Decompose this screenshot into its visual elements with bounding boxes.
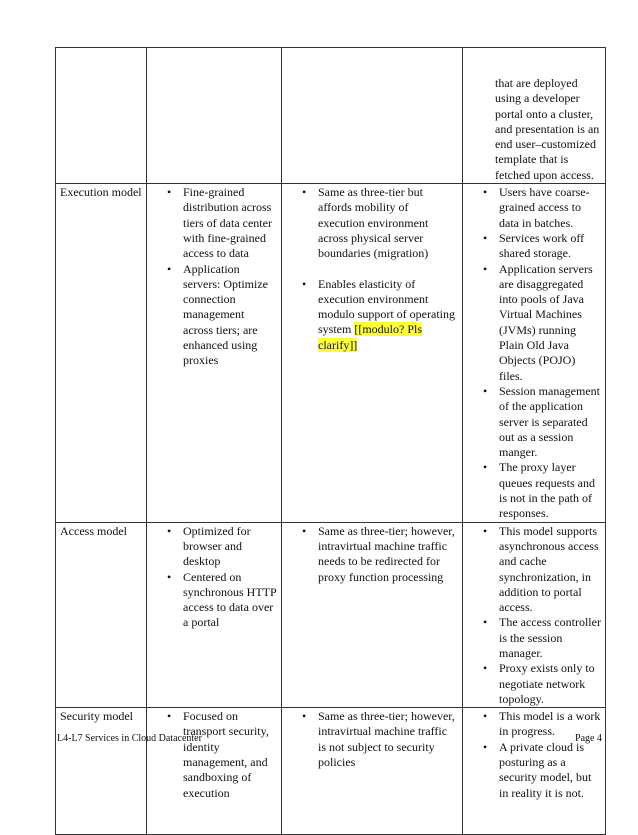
bullet-list bbox=[282, 709, 462, 770]
table-cell bbox=[147, 522, 282, 708]
list-item: • This model supports asynchronous access and cache synchronization, in addition to portal access. bbox=[463, 524, 605, 616]
table-cell bbox=[463, 184, 606, 523]
table-cell bbox=[282, 184, 463, 523]
list-item: • The proxy layer queues requests and is not in the path of responses. bbox=[463, 460, 605, 521]
bullet-list bbox=[463, 185, 605, 522]
list-item: • This model is a work in progress. bbox=[463, 709, 605, 740]
table-row-continued bbox=[56, 48, 606, 184]
table-cell bbox=[282, 48, 463, 184]
list-item: • Fine-grained distribution across tiers of data center with fine-grained access to data bbox=[147, 185, 281, 261]
list-item: • Same as three-tier; however, intravirtual machine traffic is not subject to security policies bbox=[282, 709, 462, 770]
table-cell bbox=[147, 184, 282, 523]
footer-document-title: L4-L7 Services in Cloud Datacenter bbox=[57, 733, 202, 744]
list-item-text: Enables elasticity of execution environment modulo support of operating system bbox=[318, 276, 455, 337]
bullet-list bbox=[463, 524, 605, 708]
bullet-list bbox=[282, 524, 462, 585]
bullet-list bbox=[282, 185, 462, 353]
table-cell bbox=[56, 708, 147, 835]
row-label: Access model bbox=[60, 523, 127, 538]
table-cell bbox=[463, 48, 606, 184]
table-cell bbox=[56, 522, 147, 708]
bullet-list bbox=[147, 524, 281, 631]
list-item: • Proxy exists only to negotiate network topology. bbox=[463, 661, 605, 707]
table-cell bbox=[147, 708, 282, 835]
list-item: • Application servers are disaggregated into pools of Java Virtual Machines (JVMs) running Plain Old Java Objects (POJO) files. bbox=[463, 262, 605, 384]
table-row-security-model bbox=[56, 708, 606, 835]
table-cell bbox=[282, 708, 463, 835]
footer-page-number: Page 4 bbox=[575, 733, 602, 744]
list-item: • The access controller is the session manager. bbox=[463, 615, 605, 661]
table-cell bbox=[147, 48, 282, 184]
list-item: • Services work off shared storage. bbox=[463, 231, 605, 262]
services-comparison-table bbox=[55, 47, 606, 835]
bullet-list bbox=[147, 709, 281, 801]
editor-comment-highlight: [[modulo? Pls clarify]] bbox=[318, 322, 423, 352]
table-row-execution-model bbox=[56, 184, 606, 523]
table-cell bbox=[56, 48, 147, 184]
list-item: • Focused on transport security, identity management, and sandboxing of execution bbox=[147, 709, 281, 801]
list-item: • Optimized for browser and desktop bbox=[147, 524, 281, 570]
list-item: • Centered on synchronous HTTP access to data over a portal bbox=[147, 570, 281, 631]
row-label: Execution model bbox=[60, 185, 142, 200]
list-item: • Same as three-tier; however, intravirtual machine traffic needs to be redirected for proxy function processing bbox=[282, 524, 462, 585]
bullet-list bbox=[147, 185, 281, 369]
table-cell bbox=[282, 522, 463, 708]
row-label: Security model bbox=[60, 709, 133, 724]
list-item bbox=[282, 277, 462, 353]
continued-cell-text: that are deployed using a developer portal onto a cluster, and presentation is an end user–customized template that is fetched upon access. bbox=[495, 76, 600, 182]
table-row-access-model bbox=[56, 522, 606, 708]
table-cell bbox=[56, 184, 147, 523]
table-cell bbox=[463, 708, 606, 835]
list-item: • Session management of the application server is separated out as a session manger. bbox=[463, 384, 605, 460]
bullet-list bbox=[463, 709, 605, 801]
list-item: • Same as three-tier but affords mobility of execution environment across physical server boundaries (migration) bbox=[282, 185, 462, 261]
table-cell bbox=[463, 522, 606, 708]
list-item: • Application servers: Optimize connection management across tiers; are enhanced using proxies bbox=[147, 262, 281, 369]
list-item: • Users have coarse-grained access to data in batches. bbox=[463, 185, 605, 231]
list-item: • A private cloud is posturing as a security model, but in reality it is not. bbox=[463, 740, 605, 801]
